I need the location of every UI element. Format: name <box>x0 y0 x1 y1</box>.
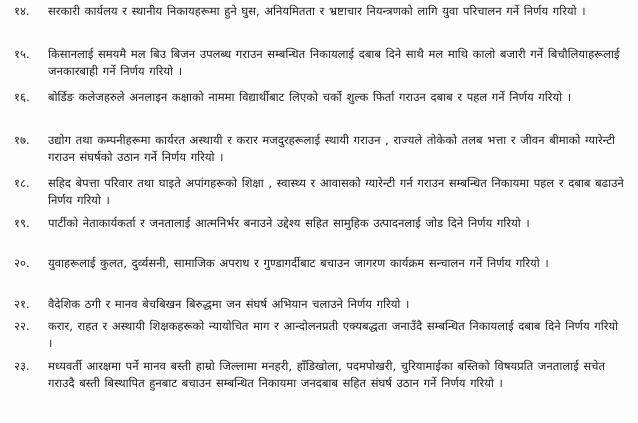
list-item <box>14 3 626 20</box>
item-number: १९. <box>14 216 30 230</box>
list-item <box>14 132 626 166</box>
item-number: १८. <box>14 176 30 190</box>
item-number: १५. <box>14 47 30 61</box>
item-number: २२. <box>14 319 30 333</box>
item-text: बोर्डिङ कलेजहरुले अनलाइन कक्षाको नाममा विद्यार्थीबाट लिएको चर्को शुल्क फिर्ता गराउन दबाब र पहल गर्ने निर्णय गरियो । <box>48 90 572 104</box>
item-number: २३. <box>14 359 30 373</box>
list-item <box>14 358 626 392</box>
item-text: वैदेशिक ठगी र मानव बेचबिखन बिरुद्धमा जन संघर्ष अभियान चलाउने निर्णय गरियो । <box>48 297 410 311</box>
list-item <box>14 89 626 106</box>
list-item <box>14 318 626 352</box>
item-number: २१. <box>14 297 30 311</box>
item-text: उद्योग तथा कम्पनीहरूमा कार्यरत अस्थायी र करार मजदुरहरूलाई स्थायी गराउन , राज्यले तोकेको तलब भत्ता र जीवन बीमाको ग्यारेन्टी गराउन संघर्षको उठान गर्ने निर्णय गरियो । <box>48 133 616 164</box>
item-number: १४. <box>14 4 30 18</box>
list-item <box>14 296 626 313</box>
item-text: करार, राहत र अस्थायी शिक्षकहरूको न्यायोचित माग र आन्दोलनप्रती एक्यबद्धता जनाउँदै सम्बन्धित निकायलाई दबाब दिने निर्णय गरियो । <box>48 319 619 350</box>
item-number: २०. <box>14 256 30 270</box>
item-text: युवाहरूलाई कुलत, दुर्व्यसनी, सामाजिक अपराध र गुण्डागर्दीबाट बचाउन जागरण कार्यक्रम सन्चालन गर्ने निर्णय गरियो । <box>48 256 549 270</box>
list-item <box>14 255 626 272</box>
list-item <box>14 46 626 80</box>
item-text: सरकारी कार्यलय र स्थानीय निकायहरूमा हुने घुस, अनियमितता र भ्रष्टाचार नियन्त्रणको लागि युवा परिचालन गर्ने निर्णय गरियो । <box>48 4 586 18</box>
item-text: किसानलाई समयमै मल बिउ बिजन उपलब्ध गराउन सम्बन्धित निकायलाई दबाब दिने साथै मल माथि कालो बजारी गर्ने बिचौलियाहरूलाई जनकारबाही गर्ने निर्णय गरियो । <box>48 47 620 78</box>
item-text: मध्यवर्ती आरक्षमा पर्ने मानव बस्ती हाम्रो जिल्लामा मनहरी, हाँडिखोला, पदमपोखरी, चुरियामाईका बस्तिको विषयप्रति जनतालाई सचेत गराउदै बस्ती बिस्थापित हुनबाट बचाउन सम्बन्धित निकायमा जनदबाब सहित संघर्ष उठान गर्ने निर्णय गरियो । <box>48 359 606 390</box>
list-item <box>14 175 626 209</box>
item-text: पार्टीको नेताकार्यकर्ता र जनतालाई आत्मनिर्भर बनाउने उद्देश्य सहित सामुहिक उत्पादनलाई जोड दिने निर्णय गरियो । <box>48 216 530 230</box>
item-number: १७. <box>14 133 30 147</box>
list-item <box>14 215 626 232</box>
item-number: १६. <box>14 90 30 104</box>
item-text: सहिद बेपत्ता परिवार तथा घाइते अपांगहरूको शिक्षा , स्वास्थ्य र आवासको ग्यारेन्टी गर्न गराउन सम्बन्धित निकायमा पहल र दबाब बढाउने निर्णय गरियो । <box>48 176 624 207</box>
